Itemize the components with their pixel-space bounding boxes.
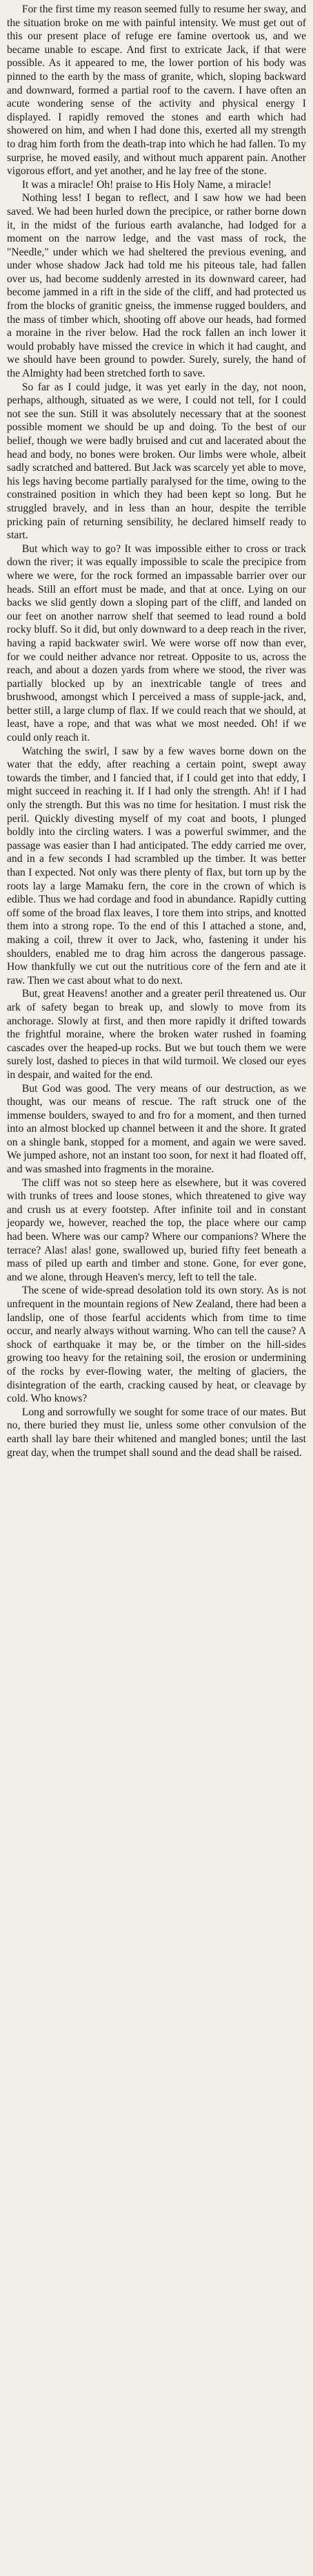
paragraph: For the first time my reason seemed fully to resume her sway, and the situation broke on me with painful intensity. We must get out of this our present place of refuge ere famine overtook us, and we became unable to escape. And first to extricate Jack, if that were possible. As it appeared to me, the lower portion of his body was pinned to the earth by the mass of granite, which, sloping backward and downward, formed a partial roof to the cavern. I have often an acute wondering sense of the activity and physical energy I displayed. I rapidly removed the stones and earth which had showered on him, and when I had done this, exerted all my strength to drag him forth from the death-trap into which he had fallen. To my surprise, he moved easily, and without much apparent pain. Another vigorous effort, and yet another, and he lay free of the stone.: [7, 3, 306, 178]
paragraph: Nothing less! I began to reflect, and I saw how we had been saved. We had been hurled down the precipice, or rather borne down it, in the midst of the furious earth avalanche, had lodged for a moment on the narrow ledge, and the vast mass of rock, the "Needle," under which we had sheltered the previous evening, and under whose shadow Jack had told me his piteous tale, had fallen over us, had become suddenly arrested in its downward career, had become jammed in a rift in the side of the cliff, and had protected us from the blocks of granitic gneiss, the immense rugged boulders, and the mass of timber which, shooting off above our heads, had formed a moraine in the river below. Had the rock fallen an inch lower it would probably have missed the crevice in which it had caught, and we should have been ground to powder. Surely, surely, the hand of the Almighty had been stretched forth to save.: [7, 192, 306, 380]
paragraph: The scene of wide-spread desolation told its own story. As is not unfrequent in the mountain regions of New Zealand, there had been a landslip, one of those fearful accidents which from time to time occur, and nearly always without warning. Who can tell the cause? A shock of earthquake it may be, or the timber on the hill-sides growing too heavy for the retaining soil, the erosion or undermining of the rocks by ever-flowing water, the melting of glaciers, the disintegration of the earth, cracking caused by heat, or cleavage by cold. Who knows?: [7, 1285, 306, 1405]
paragraph: But which way to go? It was impossible either to cross or track down the river; it was equally impossible to scale the precipice from where we were, for the rock formed an impassable barrier over our heads. Still an effort must be made, and that at once. Lying on our backs we slid gently down a sloping part of the cliff, and landed on our feet on another narrow shelf that seemed to lead round a bold rocky bluff. So it did, but only downward to a deep reach in the river, having a rapid backwater swirl. We were worse off now than ever, for we could neither advance nor retreat. Opposite to us, across the reach, and about a dozen yards from where we stood, the river was partially blocked up by an inextricable tangle of trees and brushwood, amongst which I perceived a mass of supple-jack, and, better still, a large clump of flax. If we could reach that we should, at least, have a rope, and that was what we most needed. Oh! if we could only reach it.: [7, 542, 306, 744]
paragraph: Long and sorrowfully we sought for some trace of our mates. But no, there buried they must lie, unless some other convulsion of the earth shall lay bare their whitened and mangled bones; until the last great day, when the trumpet shall sound and the dead shall be raised.: [7, 1406, 306, 1459]
paragraph: The cliff was not so steep here as elsewhere, but it was covered with trunks of trees and loose stones, which threatened to give way and crush us at every footstep. After infinite toil and in constant jeopardy we, however, reached the top, the place where our camp had been. Where was our camp? Where our companions? Where the terrace? Alas! alas! gone, swallowed up, buried fifty feet beneath a mass of piled up earth and timber and stone. Gone, for ever gone, and we alone, through Heaven's mercy, left to tell the tale.: [7, 1176, 306, 1283]
paragraph: But, great Heavens! another and a greater peril threatened us. Our ark of safety began to break up, and slowly to move from its anchorage. Slowly at first, and then more rapidly it drifted towards the frightful moraine, where the broken water rushed in foaming cascades over the heaped-up rocks. But we but touch them we were surely lost, dashed to pieces in that wild turmoil. We closed our eyes in despair, and waited for the end.: [7, 988, 306, 1081]
paragraph: But God was good. The very means of our destruction, as we thought, was our means of rescue. The raft struck one of the immense boulders, swayed to and fro for a moment, and then turned into an almost blocked up channel between it and the shore. It grated on a shingle bank, stopped for a moment, and again we were saved. We jumped ashore, not an instant too soon, for next it had floated off, and was smashed into fragments in the moraine.: [7, 1082, 306, 1176]
paragraph: It was a miracle! Oh! praise to His Holy Name, a miracle!: [21, 178, 272, 191]
paragraph: So far as I could judge, it was yet early in the day, not noon, perhaps, although, situated as we were, I could not tell, for I could not see the sun. Still it was absolutely necessary that at the soonest possible moment we should be up and doing. To the best of our belief, though we were badly bruised and cut and lacerated about the head and body, no bones were broken. Our limbs were whole, albeit sadly scratched and battered. But Jack was scarcely yet able to move, his legs having become partially paralysed for the time, owing to the constrained position in which they had been kept so long. But he struggled bravely, and in less than an hour, despite the terrible pricking pain of returning sensibility, he declared himself ready to start.: [7, 381, 306, 542]
paragraph: Watching the swirl, I saw by a few waves borne down on the water that the eddy, after reaching a certain point, swept away towards the timber, and I fancied that, if I could get into that eddy, I might succeed in reaching it. If I had only the strength. Ah! if I had only the strength. But this was no time for hesitation. I must risk the peril. Quickly divesting myself of my coat and boots, I plunged boldly into the circling waters. I was a powerful swimmer, and the passage was easier than I had anticipated. The eddy carried me over, and in a few seconds I had scrambled up the timber. It was better than I expected. Not only was there plenty of flax, but torn up by the roots lay a large Mamaku fern, the core in the crown of which is edible. Thus we had cordage and food in abundance. Rapidly cutting off some of the broad flax leaves, I tore them into strips, and knotted them into a strong rope. To the end of this I attached a stone, and, making a coil, threw it over to Jack, who, fastening it under his shoulders, enabled me to drag him across the dangerous passage. How thankfully we cut out the nutritious core of the fern and ate it raw. Then we cast about what to do next.: [7, 745, 306, 986]
